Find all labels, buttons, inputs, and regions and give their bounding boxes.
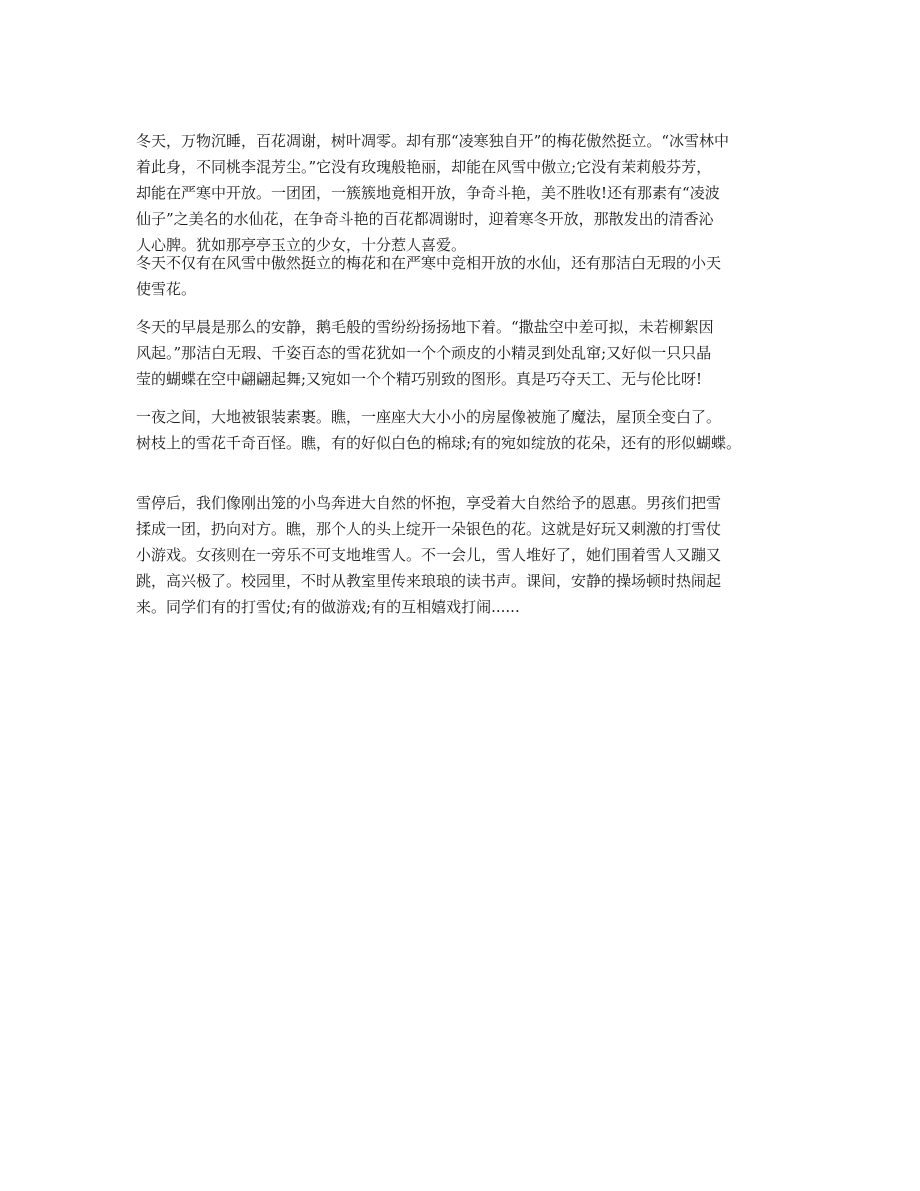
paragraph-plum-blossom-narcissus: 冬天，万物沉睡，百花凋谢，树叶凋零。却有那“凌寒独自开”的梅花傲然挺立。“冰雪林中 着此身，不同桃李混芳尘。”它没有玫瑰般艳丽，却能在风雪中傲立;它没有茉莉般芬芳， 却能在严寒中开放。一团团，一簇簇地竟相开放，争奇斗艳，美不胜收!还有那素有“凌波 仙子”之美名的水仙花，在争奇斗艳的百花都凋谢时，迎着寒冬开放，那散发出的清香沁 人心脾。犹如那亭亭玉立的少女，十分惹人喜爱。 [136,132,730,254]
paragraph-after-snow-play: 雪停后，我们像刚出笼的小鸟奔进大自然的怀抱，享受着大自然给予的恩惠。男孩们把雪 揉成一团，扔向对方。瞧，那个人的头上绽开一朵银色的花。这就是好玩又刺激的打雪仗 小游戏。女孩则在一旁乐不可支地堆雪人。不一会儿，雪人堆好了，她们围着雪人又蹦又 跳，高兴极了。校园里，不时从教室里传来琅琅的读书声。课间，安静的操场顿时热闹起 来。同学们有的打雪仗;有的做游戏;有的互相嬉戏打闹...... [136,494,722,616]
paragraph-snowy-morning: 冬天的早晨是那么的安静，鹅毛般的雪纷纷扬扬地下着。“撒盐空中差可拟，未若柳絮因 风起。”那洁白无瑕、千姿百态的雪花犹如一个个顽皮的小精灵到处乱窜;又好似一只只晶 莹的蝴蝶在空中翩翩起舞;又宛如一个个精巧别致的图形。真是巧夺天工、无与伦比呀! [136,318,714,388]
paragraph-snowflake-intro: 冬天不仅有在风雪中傲然挺立的梅花和在严寒中竞相开放的水仙，还有那洁白无瑕的小天 使雪花。 [136,254,722,298]
paragraph-overnight-snow: 一夜之间，大地被银装素裹。瞧，一座座大大小小的房屋像被施了魔法，屋顶全变白了。 树枝上的雪花千奇百怪。瞧，有的好似白色的棉球;有的宛如绽放的花朵，还有的形似蝴蝶。 [136,408,742,452]
